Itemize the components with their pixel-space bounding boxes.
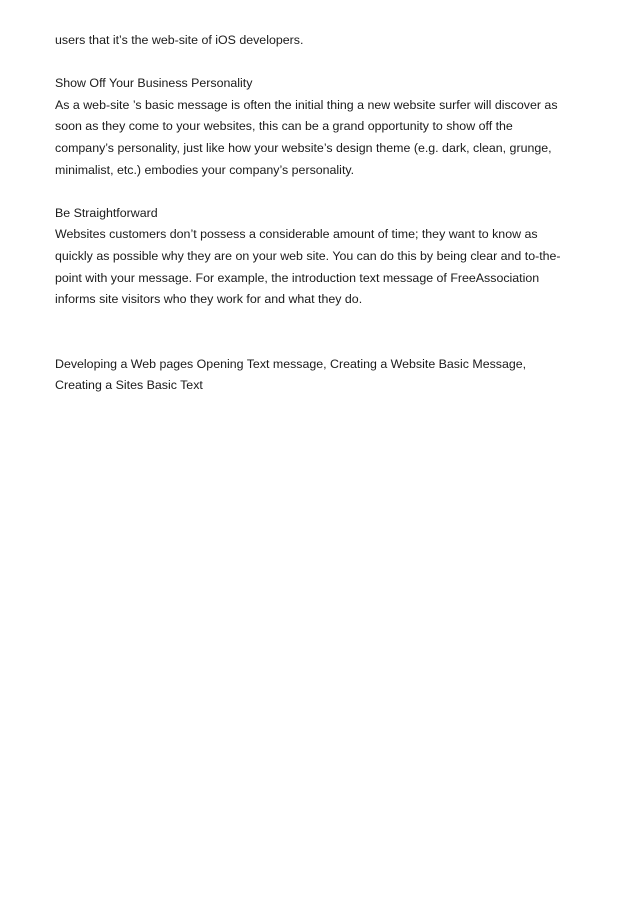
paragraph-line: Developing a Web pages Opening Text message, Creating a Website Basic Message, [55,356,527,371]
paragraph-line: Websites customers don’t possess a considerable amount of time; they want to know as [55,227,538,242]
document-page [55,30,595,397]
paragraph-spacer [55,52,595,74]
section-straightforward [55,203,595,311]
section-heading: Be Straightforward [55,205,158,220]
paragraph-line: minimalist, etc.) embodies your company’s personality. [55,162,355,177]
paragraph-line: informs site visitors who they work for and what they do. [55,292,363,307]
paragraph-line: users that it’s the web-site of iOS developers. [55,33,304,47]
paragraph-line: quickly as possible why they are on your web site. You can do this by being clear and to-the- [55,248,561,263]
paragraph-spacer [55,181,595,203]
section-business-personality [55,73,595,181]
paragraph-line: company’s personality, just like how your website’s design theme (e.g. dark, clean, grunge, [55,140,552,155]
intro-paragraph [55,30,595,52]
section-heading: Show Off Your Business Personality [55,76,253,91]
paragraph-line: As a web-site ’s basic message is often the initial thing a new website surfer will discover as [55,97,558,112]
tags-paragraph [55,354,595,397]
paragraph-line: point with your message. For example, the introduction text message of FreeAssociation [55,270,540,285]
paragraph-line: Creating a Sites Basic Text [55,378,203,393]
paragraph-line: soon as they come to your websites, this can be a grand opportunity to show off the [55,119,513,134]
paragraph-spacer [55,311,595,354]
